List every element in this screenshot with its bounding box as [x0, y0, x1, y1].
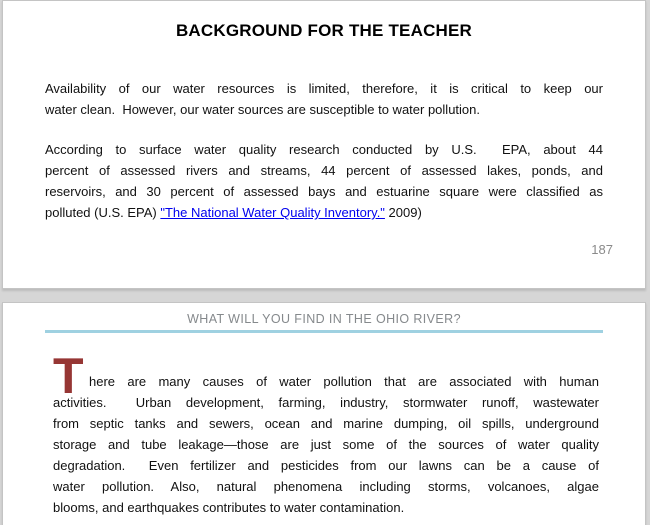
section-header: WHAT WILL YOU FIND IN THE OHIO RIVER?: [187, 312, 461, 326]
text-line: reservoirs, and 30 percent of assessed bays and estuarine square were classified as: [45, 184, 603, 199]
paragraph-pollution-causes: [53, 348, 599, 518]
text-line: activities. Urban development, farming, industry, stormwater runoff, wastewater: [53, 395, 599, 410]
paragraph-availability: [45, 78, 603, 120]
paragraph-epa-research: [45, 139, 603, 223]
text-line: from septic tanks and sewers, ocean and marine dumping, oil spills, underground: [53, 416, 599, 431]
text-line: water pollution. Also, natural phenomena including storms, volcanoes, algae: [53, 479, 599, 494]
text-line: here are many causes of water pollution that are associated with human: [89, 374, 599, 389]
water-quality-inventory-link[interactable]: "The National Water Quality Inventory.": [160, 205, 385, 220]
text-line: water clean. However, our water sources are susceptible to water pollution.: [45, 102, 480, 117]
header-divider-rule: [45, 330, 603, 333]
text-line: [45, 202, 603, 223]
page-title: BACKGROUND FOR THE TEACHER: [175, 21, 473, 40]
drop-cap: T: [53, 348, 84, 404]
text-line: Availability of our water resources is limited, therefore, it is critical to keep our: [45, 81, 603, 96]
link-prefix-text: polluted (U.S. EPA): [45, 205, 161, 220]
text-line: storage and tube leakage—those are just some of the sources of water quality: [53, 437, 599, 452]
text-line: According to surface water quality research conducted by U.S. EPA, about 44: [45, 142, 603, 157]
text-line: blooms, and earthquakes contributes to water contamination.: [53, 500, 405, 515]
document-page-2: [2, 302, 646, 525]
text-line: degradation. Even fertilizer and pesticides from our lawns can be a cause of: [53, 458, 599, 473]
document-page-1: [2, 0, 646, 289]
text-line: percent of assessed rivers and streams, 44 percent of assessed lakes, ponds, and: [45, 163, 603, 178]
link-suffix-text: 2009): [384, 205, 422, 220]
page-number: 187: [591, 242, 613, 257]
